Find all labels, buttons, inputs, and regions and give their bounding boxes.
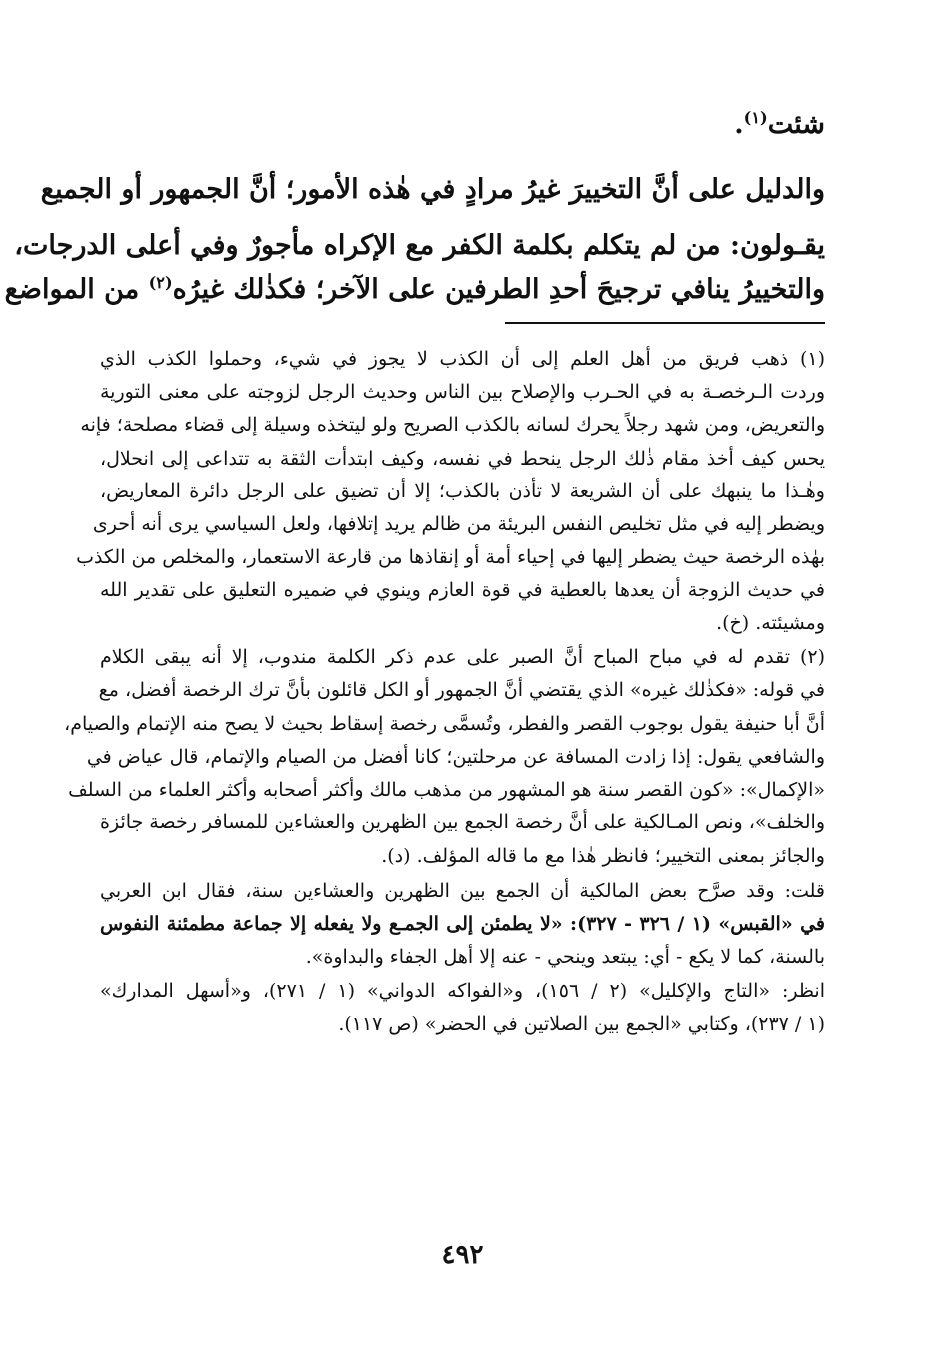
main-text-line: والدليل على أنَّ التخييرَ غيرُ مرادٍ في هٰذه الأمور؛ أنَّ الجمهور أو الجميع	[40, 174, 825, 205]
footnote-line: (٢) تقدم له في مباح المباح أنَّ الصبر على عدم ذكر الكلمة مندوب، إلا أنه يبقى الكلام	[100, 646, 825, 668]
footnote-line: والخلف»، ونص المـالكية على أنَّ رخصة الجمع بين الظهرين والعشاءين للمسافر رخصة جائزة	[100, 811, 825, 833]
footnote-line: (١ / ٢٣٧)، وكتابي «الجمع بين الصلاتين في الحضر» (ص ١١٧).	[338, 1013, 825, 1035]
footnote-separator	[505, 322, 825, 324]
footnote-line: وردت الـرخصـة به في الحـرب والإصلاح بين الناس وحديث الرجل لزوجته على معنى التورية	[100, 381, 825, 403]
footnote-line: والتعريض، ومن شهد رجلاً يحرك لسانه بالكذب الصريح ولو ليتخذه وسيلة إلى قضاء مصلحة؛ فإنه	[80, 414, 825, 436]
footnote-line: وهٰـذا ما ينبهك على أن الشريعة لا تأذن بالكذب؛ إلا أن تضيق على الرجل دائرة المعاريض،	[100, 480, 825, 502]
footnote-line: بالسنة، كما لا يكع - أي: يبتعد وينحي - عنه إلا أهل الجفاء والبداوة».	[305, 946, 825, 968]
main-text-fragment: شئت$^{(١)}$.	[734, 108, 825, 140]
main-text-line: والتخييرُ ينافي ترجيحَ أحدِ الطرفين على الآخر؛ فكذٰلك غيرُه$^{(٢)}$ من المواضع	[4, 273, 825, 305]
footnote-marker[interactable]: (١)	[743, 108, 768, 127]
footnote-line: قلت: وقد صرَّح بعض المالكية أن الجمع بين الظهرين والعشاءين سنة، فقال ابن العربي	[100, 880, 825, 902]
footnote-line: انظر: «التاج والإكليل» (٢ / ١٥٦)، و«الفواكه الدواني» (١ / ٢٧١)، و«أسهل المدارك»	[100, 980, 825, 1002]
footnote-line: في قوله: «فكذٰلك غيره» الذي يقتضي أنَّ الجمهور أو الكل قائلون بأنَّ ترك الرخصة أفضل، مع	[98, 679, 825, 701]
footnote-line: في «القبس» (١ / ٣٢٦ - ٣٢٧): «لا يطمئن إلى الجمـع ولا يفعله إلا جماعة مطمئنة النفوس	[100, 913, 826, 935]
footnote-line: يحس كيف أخذ مقام ذٰلك الرجل ينحط في نفسه، وكيف ابتدأت الثقة به تتداعى إلى انحلال،	[100, 448, 825, 470]
footnote-line: والجائز بمعنى التخيير؛ فانظر هٰذا مع ما قاله المؤلف. (د).	[381, 845, 825, 867]
footnote-line: والشافعي يقول: إذا زادت المسافة عن مرحلتين؛ كانا أفضل من الصيام والإتمام، قال عياض في	[86, 746, 825, 768]
footnote-marker[interactable]: (٢)	[148, 273, 173, 292]
footnote-line: ويضطر إليه في مثل تخليص النفس البريئة من ظالم يريد إتلافها، ولعل السياسي يرى أنه أحرى	[92, 513, 825, 535]
footnote-line: «الإكمال»: «كون القصر سنة هو المشهور من مذهب مالك وأكثر أصحابه وأكثر العلماء من السلف	[68, 779, 825, 801]
page-number: ٤٩٢	[441, 1240, 484, 1270]
footnote-line: ومشيئته. (خ).	[716, 612, 825, 634]
footnote-line: أنَّ أبا حنيفة يقول بوجوب القصر والفطر، وتُسمَّى رخصة إسقاط بحيث لا يصح منه الإتمام والصيام،	[64, 713, 825, 735]
footnote-line: في حديث الزوجة أن يعدها بالعطية في قوة العازم وينوي في ضميره التعليق على تقدير الله	[100, 579, 825, 601]
footnote-line: بهٰذه الرخصة حيث يضطر إليها في إحياء أمة أو إنقاذها من قارعة الاستعمار، والمخلص من الكذب	[76, 546, 825, 568]
main-text-line: يقـولون: من لم يتكلم بكلمة الكفر مع الإكراه مأجورٌ وفي أعلى الدرجات،	[14, 230, 825, 261]
page-body	[4, 105, 826, 1305]
footnote-line: (١) ذهب فريق من أهل العلم إلى أن الكذب لا يجوز في شيء، وحملوا الكذب الذي	[100, 348, 825, 370]
